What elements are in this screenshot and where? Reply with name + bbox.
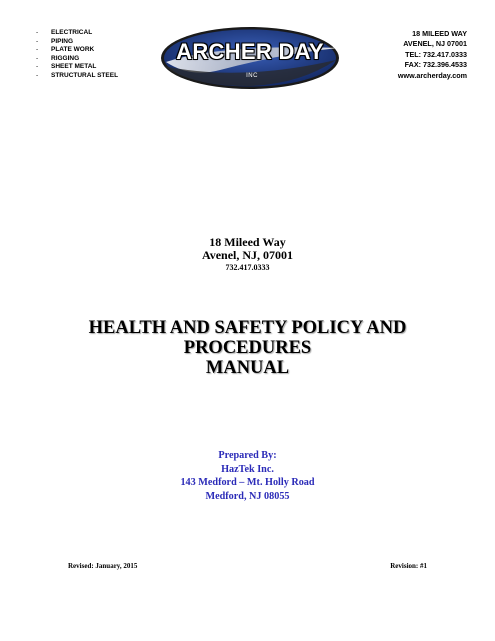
service-electrical: ELECTRICAL <box>51 29 93 36</box>
list-bullet: - <box>36 63 39 71</box>
services-list <box>36 29 118 81</box>
prepared-city: Medford, NJ 08055 <box>205 490 290 502</box>
address-city: Avenel, NJ, 07001 <box>201 248 294 262</box>
list-bullet: - <box>36 54 39 62</box>
service-piping: PIPING <box>51 37 74 45</box>
address-phone: 732.417.0333 <box>225 263 270 272</box>
company-contact <box>398 29 467 81</box>
list-bullet: - <box>36 29 39 36</box>
revision-number: Revision: #1 <box>390 562 427 570</box>
prepared-by-block <box>0 449 495 503</box>
service-plate-work: PLATE WORK <box>51 46 95 54</box>
list-item <box>36 46 118 55</box>
document-title <box>0 318 495 378</box>
service-rigging: RIGGING <box>51 54 80 62</box>
service-structural-steel: STRUCTURAL STEEL <box>51 71 119 79</box>
contact-tel: TEL: 732.417.0333 <box>405 49 467 59</box>
logo-suffix: INC <box>246 73 258 79</box>
company-logo <box>160 24 340 90</box>
contact-city: AVENEL, NJ 07001 <box>403 39 467 49</box>
contact-web: www.archerday.com <box>397 70 467 80</box>
title-line-2: PROCEDURES <box>183 338 312 358</box>
list-item <box>36 63 118 72</box>
list-item <box>36 38 118 47</box>
list-item <box>36 29 118 38</box>
title-line-1: HEALTH AND SAFETY POLICY AND <box>88 318 407 338</box>
list-bullet: - <box>36 71 39 79</box>
title-line-3: MANUAL <box>205 358 290 378</box>
address-block <box>0 236 495 273</box>
prepared-label: Prepared By: <box>218 450 277 461</box>
logo-name: ARCHER DAY <box>176 39 324 64</box>
contact-fax: FAX: 732.396.4533 <box>404 60 467 70</box>
revised-date: Revised: January, 2015 <box>68 562 138 570</box>
service-sheet-metal: SHEET METAL <box>51 63 97 71</box>
list-item <box>36 72 118 81</box>
list-item <box>36 55 118 64</box>
contact-street: 18 MILEED WAY <box>412 29 467 38</box>
prepared-company: HazTek Inc. <box>221 463 274 475</box>
list-bullet: - <box>36 37 39 45</box>
list-bullet: - <box>36 46 39 54</box>
address-street: 18 Mileed Way <box>209 235 286 249</box>
prepared-street: 143 Medford – Mt. Holly Road <box>180 477 315 488</box>
